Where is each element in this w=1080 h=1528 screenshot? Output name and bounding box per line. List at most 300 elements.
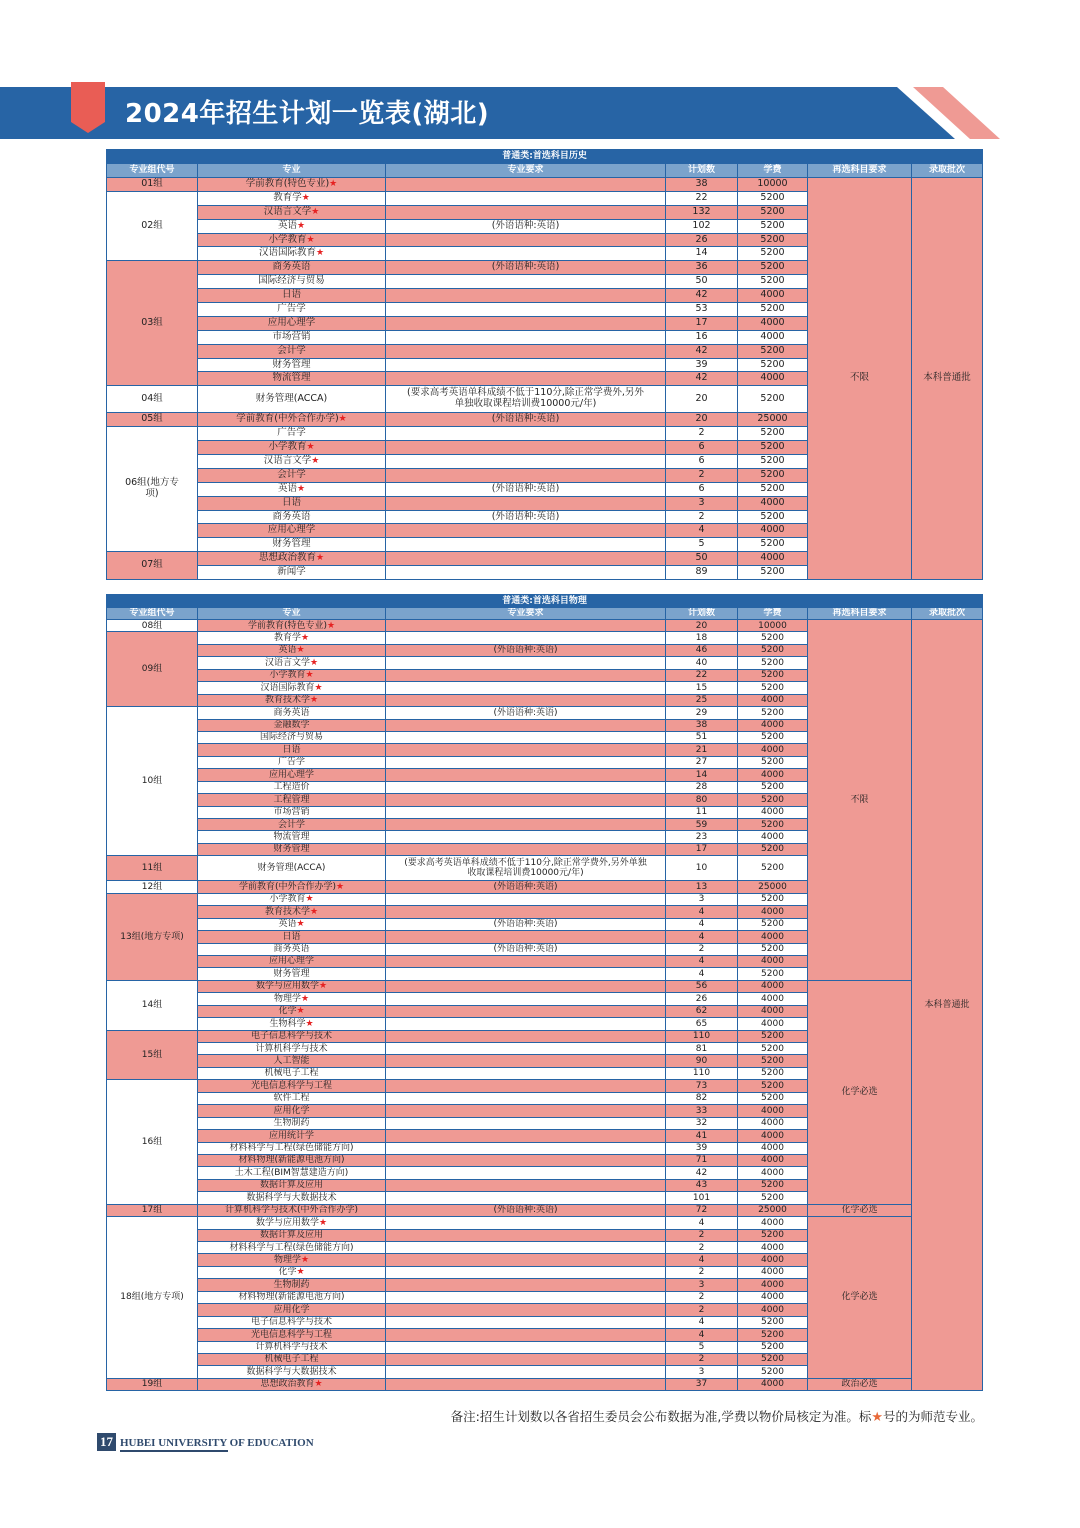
- star-icon: ★: [296, 919, 305, 930]
- group-code: 15组: [107, 1030, 198, 1080]
- major-name: 会计学: [277, 819, 305, 830]
- plan-count: 81: [666, 1043, 738, 1055]
- major-cell: [198, 931, 386, 943]
- tuition-fee: 10000: [738, 178, 808, 192]
- major-cell: [198, 1018, 386, 1030]
- star-icon: ★: [300, 993, 310, 1004]
- plan-count: 40: [666, 657, 738, 669]
- requirement-cell: [386, 496, 666, 510]
- major-name: 应用化学: [273, 1304, 310, 1315]
- requirement-cell: [386, 1130, 666, 1142]
- tuition-fee: 5200: [738, 843, 808, 855]
- requirement-cell: [386, 1142, 666, 1154]
- requirement-cell: [386, 538, 666, 552]
- star-icon: ★: [314, 1379, 323, 1390]
- plan-count: 2: [666, 1229, 738, 1241]
- plan-count: 42: [666, 1167, 738, 1179]
- major-name: 思想政治教育: [258, 552, 316, 564]
- requirement-cell: [386, 1192, 666, 1204]
- requirement-cell: [386, 843, 666, 855]
- major-cell: [198, 657, 386, 669]
- requirement-cell: [386, 731, 666, 743]
- requirement-cell: [386, 931, 666, 943]
- major-cell: [198, 856, 386, 881]
- major-cell: [198, 632, 386, 644]
- major-name: 数据计算及应用: [259, 1230, 323, 1241]
- major-cell: [198, 538, 386, 552]
- major-name: 学前教育(特色专业): [245, 177, 330, 189]
- footer-underline: [120, 1450, 228, 1452]
- tuition-fee: 10000: [738, 620, 808, 632]
- requirement-cell: [386, 1117, 666, 1129]
- tuition-fee: 5200: [738, 1316, 808, 1328]
- tuition-fee: 5200: [738, 1229, 808, 1241]
- column-header: 再选科目要求: [808, 164, 912, 178]
- major-name: 思想政治教育: [260, 1379, 315, 1390]
- tuition-fee: 5200: [738, 275, 808, 289]
- requirement-cell: [386, 275, 666, 289]
- tuition-fee: 5200: [738, 219, 808, 233]
- tuition-fee: 5200: [738, 510, 808, 524]
- major-name: 应用统计学: [268, 1130, 314, 1141]
- star-icon: ★: [300, 1254, 310, 1265]
- major-name: 国际经济与贸易: [259, 732, 323, 743]
- requirement-cell: [386, 1067, 666, 1079]
- tuition-fee: 5200: [738, 358, 808, 372]
- major-cell: [198, 781, 386, 793]
- star-icon: ★: [296, 645, 305, 656]
- tuition-fee: 5200: [738, 682, 808, 694]
- requirement-cell: [386, 1378, 666, 1390]
- major-cell: [198, 552, 386, 566]
- plan-count: 3: [666, 1279, 738, 1291]
- requirement-cell: [386, 1092, 666, 1104]
- table-row: [107, 620, 983, 632]
- star-icon: ★: [315, 248, 325, 259]
- major-name: 生物制药: [273, 1279, 310, 1290]
- plan-count: 6: [666, 441, 738, 455]
- major-name: 英语: [278, 919, 297, 930]
- major-cell: [198, 1043, 386, 1055]
- major-name: 计算机科学与技术(中外合作办学): [224, 1205, 359, 1216]
- major-cell: [198, 1179, 386, 1191]
- major-name: 日语: [281, 289, 301, 301]
- tuition-fee: 5200: [738, 441, 808, 455]
- star-icon: ★: [306, 234, 315, 245]
- major-cell: [198, 980, 386, 992]
- major-name: 财务管理: [273, 968, 310, 979]
- major-name: 软件工程: [273, 1093, 310, 1104]
- requirement-cell: [386, 455, 666, 469]
- tuition-fee: 5200: [738, 657, 808, 669]
- group-code: 07组: [107, 552, 198, 580]
- tuition-fee: 4000: [738, 496, 808, 510]
- tuition-fee: 4000: [738, 1291, 808, 1303]
- requirement-cell: [386, 1316, 666, 1328]
- major-name: 汉语国际教育: [260, 682, 315, 693]
- requirement-cell: [386, 468, 666, 482]
- major-name: 教育技术学: [264, 695, 310, 706]
- major-name: 日语: [281, 496, 301, 508]
- table-title: 普通类:首选科目物理: [107, 595, 983, 608]
- plan-count: 50: [666, 275, 738, 289]
- star-icon: ★: [314, 682, 323, 693]
- major-cell: [198, 372, 386, 386]
- major-cell: [198, 330, 386, 344]
- star-icon: ★: [329, 178, 338, 189]
- plan-count: 36: [666, 261, 738, 275]
- tuition-fee: 4000: [738, 372, 808, 386]
- major-cell: [198, 1353, 386, 1365]
- star-icon: ★: [311, 206, 320, 217]
- plan-count: 2: [666, 427, 738, 441]
- major-name: 人工智能: [273, 1055, 310, 1066]
- requirement-cell: [386, 794, 666, 806]
- tuition-fee: 5200: [738, 756, 808, 768]
- plan-count: 39: [666, 1142, 738, 1154]
- plan-count: 23: [666, 831, 738, 843]
- star-icon: ★: [305, 1018, 314, 1029]
- requirement-cell: [386, 1080, 666, 1092]
- plan-count: 2: [666, 1304, 738, 1316]
- tuition-fee: 4000: [738, 906, 808, 918]
- plan-count: 25: [666, 694, 738, 706]
- major-name: 广告学: [277, 757, 305, 768]
- major-name: 商务英语: [272, 510, 311, 522]
- requirement-cell: [386, 372, 666, 386]
- major-name: 汉语国际教育: [258, 247, 316, 259]
- requirement-cell: [386, 831, 666, 843]
- major-cell: [198, 1067, 386, 1079]
- requirement-cell: [386, 1266, 666, 1278]
- tuition-fee: 4000: [738, 316, 808, 330]
- column-header: 专业组代号: [107, 607, 198, 620]
- requirement-cell: [386, 819, 666, 831]
- major-name: 数据科学与大数据技术: [246, 1192, 337, 1203]
- requirement-cell: [386, 1018, 666, 1030]
- major-cell: [198, 1329, 386, 1341]
- major-cell: [198, 289, 386, 303]
- tuition-fee: 5200: [738, 468, 808, 482]
- group-code: 02组: [107, 191, 198, 260]
- tuition-fee: 4000: [738, 1142, 808, 1154]
- tuition-fee: 4000: [738, 1167, 808, 1179]
- star-icon: ★: [309, 657, 319, 668]
- group-code: 10组: [107, 707, 198, 856]
- major-name: 商务英语: [273, 707, 310, 718]
- tuition-fee: 4000: [738, 744, 808, 756]
- major-cell: [198, 669, 386, 681]
- group-code: 19组: [107, 1378, 198, 1390]
- admission-batch: 本科普通批: [912, 620, 983, 1391]
- star-icon: ★: [296, 1267, 305, 1278]
- plan-count: 110: [666, 1030, 738, 1042]
- plan-count: 18: [666, 632, 738, 644]
- major-name: 物流管理: [273, 831, 310, 842]
- major-cell: [198, 303, 386, 317]
- plan-count: 102: [666, 219, 738, 233]
- major-name: 化学: [278, 1267, 297, 1278]
- plan-count: 5: [666, 538, 738, 552]
- major-cell: [198, 455, 386, 469]
- major-name: 数据计算及应用: [259, 1180, 323, 1191]
- major-name: 财务管理: [273, 844, 310, 855]
- major-name: 机械电子工程: [264, 1354, 319, 1365]
- group-code: 04组: [107, 386, 198, 413]
- major-cell: [198, 1378, 386, 1390]
- page-title: 2024年招生计划一览表(湖北): [125, 99, 490, 129]
- plan-count: 17: [666, 843, 738, 855]
- tuition-fee: 4000: [738, 1117, 808, 1129]
- group-code: 08组: [107, 620, 198, 632]
- major-cell: [198, 955, 386, 967]
- plan-count: 43: [666, 1179, 738, 1191]
- major-cell: [198, 794, 386, 806]
- requirement-cell: [386, 632, 666, 644]
- requirement-cell: [386, 669, 666, 681]
- major-name: 工程造价: [273, 782, 310, 793]
- star-icon: ★: [300, 632, 310, 643]
- tuition-fee: 4000: [738, 955, 808, 967]
- major-name: 教育技术学: [264, 906, 310, 917]
- major-name: 物理学: [273, 1254, 301, 1265]
- major-cell: [198, 1279, 386, 1291]
- major-cell: [198, 524, 386, 538]
- requirement-cell: [386, 1030, 666, 1042]
- requirement-cell: [386, 233, 666, 247]
- plan-count: 56: [666, 980, 738, 992]
- requirement-cell: [386, 316, 666, 330]
- requirement-cell: [386, 1279, 666, 1291]
- major-name: 机械电子工程: [264, 1068, 319, 1079]
- major-name: 应用心理学: [268, 956, 314, 967]
- requirement-cell: (外语语种:英语): [386, 510, 666, 524]
- column-header: 专业要求: [386, 164, 666, 178]
- major-name: 日语: [282, 744, 301, 755]
- footnote-text-before: 备注:招生计划数以各省招生委员会公布数据为准,学费以物价局核定为准。标: [450, 1409, 872, 1424]
- major-name: 生物科学: [269, 1018, 306, 1029]
- major-cell: [198, 344, 386, 358]
- major-name: 小学教育: [268, 441, 307, 453]
- major-name: 数学与应用数学: [255, 981, 319, 992]
- tuition-fee: 5200: [738, 303, 808, 317]
- tuition-fee: 5200: [738, 856, 808, 881]
- plan-count: 15: [666, 682, 738, 694]
- tuition-fee: 5200: [738, 1366, 808, 1378]
- major-cell: [198, 1030, 386, 1042]
- tuition-fee: 5200: [738, 1043, 808, 1055]
- tuition-fee: 4000: [738, 694, 808, 706]
- plan-count: 132: [666, 205, 738, 219]
- requirement-cell: [386, 1304, 666, 1316]
- requirement-cell: [386, 781, 666, 793]
- tuition-fee: 5200: [738, 1055, 808, 1067]
- tuition-fee: 4000: [738, 831, 808, 843]
- plan-count: 27: [666, 756, 738, 768]
- tuition-fee: 4000: [738, 289, 808, 303]
- tuition-fee: 5200: [738, 669, 808, 681]
- major-name: 英语: [278, 645, 297, 656]
- major-cell: [198, 1117, 386, 1129]
- major-cell: [198, 1304, 386, 1316]
- plan-count: 4: [666, 1316, 738, 1328]
- tuition-fee: 4000: [738, 1378, 808, 1390]
- table-title-row: [107, 150, 983, 164]
- major-name: 商务英语: [272, 261, 311, 273]
- major-cell: [198, 1254, 386, 1266]
- plan-count: 2: [666, 510, 738, 524]
- star-icon: ★: [871, 1410, 883, 1425]
- requirement-cell: [386, 552, 666, 566]
- major-name: 物流管理: [272, 372, 311, 384]
- major-name: 英语: [277, 482, 297, 494]
- requirement-cell: [386, 524, 666, 538]
- major-name: 材料物理(新能源电池方向): [238, 1155, 345, 1166]
- subject-requirement: 化学必选: [808, 1204, 912, 1216]
- plan-count: 42: [666, 372, 738, 386]
- star-icon: ★: [306, 442, 315, 453]
- group-code: 13组(地方专项): [107, 893, 198, 980]
- major-cell: [198, 386, 386, 413]
- requirement-cell: [386, 1229, 666, 1241]
- requirement-cell: [386, 303, 666, 317]
- table-header-row: [107, 607, 983, 620]
- plan-count: 14: [666, 247, 738, 261]
- major-name: 财务管理(ACCA): [257, 863, 326, 874]
- history-plan-table: [106, 149, 983, 580]
- tuition-fee: 4000: [738, 1130, 808, 1142]
- plan-count: 4: [666, 918, 738, 930]
- subject-requirement: 化学必选: [808, 980, 912, 1204]
- major-name: 生物制药: [273, 1118, 310, 1129]
- plan-count: 110: [666, 1067, 738, 1079]
- group-code: 14组: [107, 980, 198, 1030]
- star-icon: ★: [305, 670, 314, 681]
- tuition-fee: 5200: [738, 1080, 808, 1092]
- tuition-fee: 4000: [738, 552, 808, 566]
- plan-count: 4: [666, 968, 738, 980]
- requirement-cell: [386, 1043, 666, 1055]
- major-name: 广告学: [277, 303, 306, 314]
- major-cell: [198, 1080, 386, 1092]
- plan-count: 53: [666, 303, 738, 317]
- major-name: 学前教育(中外合作办学): [236, 413, 339, 425]
- plan-count: 5: [666, 1341, 738, 1353]
- major-name: 财务管理: [272, 358, 311, 370]
- major-cell: [198, 918, 386, 930]
- tuition-fee: 5200: [738, 1192, 808, 1204]
- table-row: [107, 980, 983, 992]
- tuition-fee: 5200: [738, 261, 808, 275]
- physics-plan-table: [106, 594, 983, 1391]
- major-name: 光电信息科学与工程: [250, 1080, 332, 1091]
- major-cell: [198, 806, 386, 818]
- major-cell: [198, 819, 386, 831]
- star-icon: ★: [296, 1006, 305, 1017]
- column-header: 再选科目要求: [808, 607, 912, 620]
- major-name: 汉语言文学: [263, 205, 312, 217]
- major-name: 会计学: [277, 468, 306, 480]
- subject-requirement: 不限: [808, 178, 912, 580]
- footnote-text-after: 号的为师范专业。: [882, 1409, 983, 1424]
- major-name: 数学与应用数学: [255, 1217, 319, 1228]
- major-cell: [198, 1142, 386, 1154]
- tuition-fee: 4000: [738, 806, 808, 818]
- major-cell: [198, 219, 386, 233]
- major-name: 日语: [282, 931, 301, 942]
- requirement-cell: [386, 682, 666, 694]
- plan-count: 17: [666, 316, 738, 330]
- major-cell: [198, 468, 386, 482]
- tuition-fee: 4000: [738, 1242, 808, 1254]
- major-cell: [198, 893, 386, 905]
- major-cell: [198, 1217, 386, 1229]
- tuition-fee: 5200: [738, 707, 808, 719]
- plan-count: 21: [666, 744, 738, 756]
- star-icon: ★: [305, 894, 314, 905]
- tuition-fee: 4000: [738, 1105, 808, 1117]
- tuition-fee: 5200: [738, 538, 808, 552]
- column-header: 学费: [738, 607, 808, 620]
- tuition-fee: 5200: [738, 918, 808, 930]
- tuition-fee: 4000: [738, 931, 808, 943]
- plan-count: 73: [666, 1080, 738, 1092]
- major-cell: [198, 1242, 386, 1254]
- plan-count: 4: [666, 1217, 738, 1229]
- major-name: 汉语言文学: [263, 455, 312, 467]
- major-name: 应用化学: [273, 1105, 310, 1116]
- major-name: 教育学: [273, 632, 301, 643]
- tuition-fee: 5200: [738, 247, 808, 261]
- plan-count: 29: [666, 707, 738, 719]
- requirement-cell: [386, 1005, 666, 1017]
- tuition-fee: 5200: [738, 455, 808, 469]
- major-name: 光电信息科学与工程: [250, 1329, 332, 1340]
- group-code: 09组: [107, 632, 198, 707]
- requirement-cell: [386, 694, 666, 706]
- star-icon: ★: [311, 456, 320, 467]
- requirement-cell: [386, 1329, 666, 1341]
- tuition-fee: 5200: [738, 819, 808, 831]
- major-cell: [198, 566, 386, 580]
- requirement-cell: [386, 441, 666, 455]
- column-header: 专业: [198, 607, 386, 620]
- tuition-fee: 5200: [738, 1067, 808, 1079]
- requirement-cell: [386, 657, 666, 669]
- tuition-fee: 4000: [738, 769, 808, 781]
- tuition-fee: 5200: [738, 1329, 808, 1341]
- major-name: 小学教育: [269, 670, 306, 681]
- major-name: 物理学: [273, 993, 301, 1004]
- plan-count: 13: [666, 881, 738, 893]
- tuition-fee: 5200: [738, 1030, 808, 1042]
- tuition-fee: 5200: [738, 1092, 808, 1104]
- major-name: 金融数学: [273, 720, 310, 731]
- plan-count: 39: [666, 358, 738, 372]
- plan-count: 42: [666, 289, 738, 303]
- plan-count: 42: [666, 344, 738, 358]
- requirement-cell: [386, 980, 666, 992]
- plan-count: 59: [666, 819, 738, 831]
- requirement-cell: (外语语种:英语): [386, 918, 666, 930]
- tuition-fee: 4000: [738, 524, 808, 538]
- major-cell: [198, 205, 386, 219]
- plan-count: 4: [666, 906, 738, 918]
- major-name: 电子信息科学与技术: [250, 1317, 332, 1328]
- major-cell: [198, 510, 386, 524]
- major-cell: [198, 316, 386, 330]
- major-cell: [198, 1130, 386, 1142]
